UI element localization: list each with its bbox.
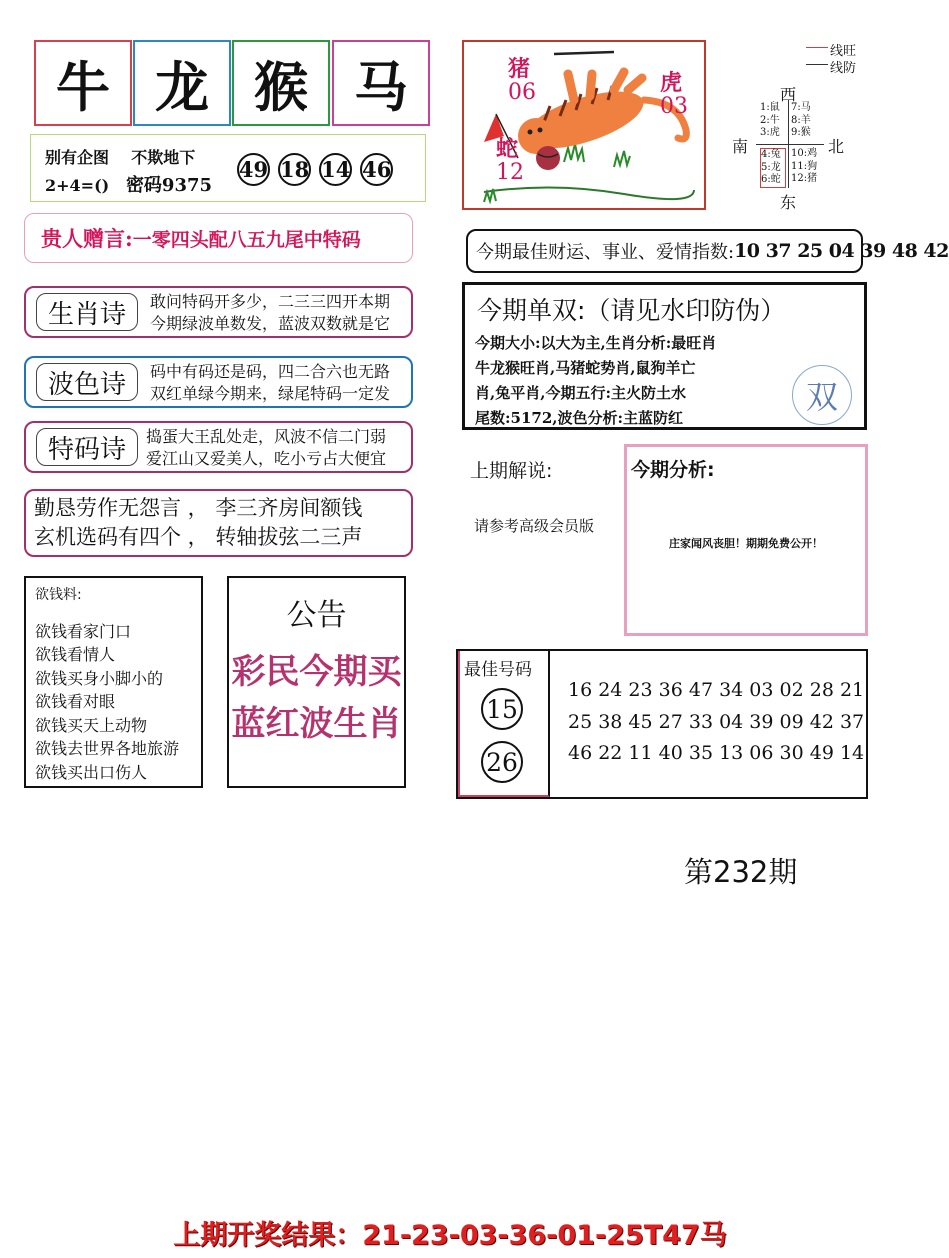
fortune-box [466, 229, 949, 273]
title-char-hou: 猴 [232, 40, 330, 126]
last-period-text: 请参考高级会员版 [474, 517, 595, 535]
poem-line: 双红单绿今期来，绿尾特码一定发 [150, 384, 391, 403]
single-double-line: 尾数:5172,波色分析:主蓝防红 [475, 409, 684, 427]
slogan-line1 [45, 145, 195, 168]
poem-box-tema [24, 421, 413, 473]
best-numbers-row: 25 38 45 27 33 04 39 09 42 37 [568, 710, 865, 733]
compass-group-2 [791, 102, 823, 140]
circled-number: 18 [278, 153, 311, 186]
notice-box [227, 576, 406, 788]
slogan-text-2a: 2+4=() [45, 176, 110, 195]
notice-line2: 蓝红波生肖 [231, 704, 402, 744]
single-double-box [462, 282, 867, 430]
analysis-box [624, 444, 868, 636]
slogan-numbers [237, 153, 396, 186]
best-numbers-row: 16 24 23 36 47 34 03 02 28 21 [568, 679, 865, 701]
tiger-picture-box [462, 40, 706, 210]
verse-box [24, 489, 413, 557]
best-numbers-box [456, 649, 868, 799]
compass-item: 4:兔 [761, 149, 781, 160]
compass-item: 1:鼠 [760, 102, 780, 113]
legend-line-black [806, 64, 828, 65]
compass-item: 10:鸡 [791, 148, 818, 159]
issue-number: 第232期 [684, 855, 798, 889]
notice-title: 公告 [286, 598, 347, 633]
label-zhu-number: 06 [508, 80, 536, 105]
single-double-title: 今期单双:（请见水印防伪） [477, 296, 786, 325]
compass-item: 3:虎 [760, 127, 780, 138]
desire-item: 欲钱看情人 [35, 645, 116, 664]
circled-number: 14 [319, 153, 352, 186]
compass-item: 6:蛇 [761, 174, 781, 185]
circled-number: 49 [237, 153, 270, 186]
compass-item: 11:狗 [791, 160, 818, 172]
noble-text: 一零四头配八五九尾中特码 [132, 228, 361, 251]
label-zhu: 猪 [508, 56, 531, 82]
notice-line1: 彩民今期买 [231, 652, 402, 692]
noble-label: 贵人赠言: [41, 226, 133, 251]
slogan-box [30, 134, 426, 202]
poem-line: 敢问特码开多少，二三三四开本期 [150, 292, 391, 311]
label-she: 蛇 [496, 136, 519, 162]
compass-item: 12:猪 [791, 173, 818, 184]
poem-text [150, 361, 390, 405]
compass-group-1 [760, 102, 786, 140]
compass-item: 5:龙 [761, 161, 781, 173]
slogan-text-2b: 密码9375 [125, 175, 213, 196]
best-number-circle: 26 [481, 741, 523, 783]
slogan-line2 [45, 171, 212, 197]
desire-item: 欲钱看家门口 [35, 621, 132, 641]
label-hu: 虎 [660, 70, 683, 96]
best-numbers-row: 46 22 11 40 35 13 06 30 49 14 [568, 742, 865, 764]
compass-horizontal-line [756, 144, 824, 145]
poem-line: 今期绿波单数发，蓝波双数就是它 [150, 314, 391, 333]
desire-title: 欲钱料: [35, 587, 82, 603]
label-hu-number: 03 [660, 94, 688, 119]
label-she-number: 12 [496, 160, 524, 185]
poem-label: 波色诗 [36, 363, 138, 401]
compass-group-3 [760, 148, 786, 188]
desire-box [24, 576, 203, 788]
verse-line: 勤恳劳作无怨言 ， 李三齐房间额钱 [34, 496, 363, 520]
best-numbers-grid [568, 675, 864, 770]
desire-item: 欲钱买出口伤人 [35, 762, 148, 782]
single-double-line: 今期大小:以大为主,生肖分析:最旺肖 [475, 334, 717, 352]
title-char-niu: 牛 [34, 40, 132, 126]
slogan-text-1b: 不欺地下 [131, 148, 196, 167]
title-char-long: 龙 [133, 40, 231, 126]
best-numbers-label: 最佳号码 [464, 660, 532, 680]
slogan-text-1a: 别有企图 [45, 148, 110, 167]
analysis-title: 今期分析: [631, 459, 715, 481]
best-numbers-label-column [458, 651, 550, 797]
single-double-text [475, 331, 716, 431]
poem-line: 码中有码还是码，四二合六也无路 [150, 362, 391, 381]
compass-group-4 [791, 148, 823, 186]
compass-item: 8:羊 [791, 114, 811, 126]
analysis-text: 庄家闻风丧胆！期期免费公开！ [669, 537, 823, 550]
compass-item: 7:马 [791, 102, 811, 113]
legend-fang: 线防 [830, 61, 857, 76]
single-double-line: 牛龙猴旺肖,马猪蛇势肖,鼠狗羊亡 [475, 359, 696, 377]
desire-item: 欲钱买身小脚小的 [35, 668, 164, 688]
compass-east: 东 [780, 193, 797, 212]
noble-words-box [24, 213, 413, 263]
verse-line: 玄机选码有四个 ， 转轴拔弦二三声 [34, 525, 363, 549]
fortune-numbers: 10 37 25 04 39 48 42 [734, 240, 949, 262]
compass-south: 南 [732, 137, 749, 156]
poem-box-shengxiao [24, 286, 413, 338]
legend-wang: 线旺 [830, 44, 857, 59]
title-char-ma: 马 [332, 40, 430, 126]
desire-item: 欲钱看对眼 [35, 692, 116, 711]
poem-line: 爱江山又爱美人，吃小亏占大便宜 [146, 449, 387, 468]
poem-label: 特码诗 [36, 428, 138, 466]
desire-item: 欲钱买天上动物 [35, 715, 148, 735]
best-number-circle: 15 [481, 688, 523, 730]
circled-number: 46 [360, 153, 393, 186]
compass-north: 北 [828, 137, 845, 156]
poem-label: 生肖诗 [36, 293, 138, 331]
single-double-line: 肖,兔平肖,今期五行:主火防土水 [475, 384, 686, 402]
compass-west: 西 [780, 85, 797, 104]
watermark-stamp: 双 [792, 365, 852, 425]
desire-item: 欲钱去世界各地旅游 [35, 739, 180, 758]
last-period-title: 上期解说: [470, 460, 553, 482]
poem-box-bose [24, 356, 413, 408]
poem-text [150, 291, 390, 335]
fortune-label: 今期最佳财运、事业、爱情指数: [476, 242, 735, 263]
legend-line-red [806, 47, 828, 48]
poem-text [146, 426, 386, 470]
last-draw-result: 上期开奖结果：21-23-03-36-01-25T47马 [173, 1220, 727, 1251]
compass-item: 2:牛 [760, 114, 780, 126]
compass-item: 9:猴 [791, 127, 811, 138]
poem-line: 捣蛋大王乱处走，风波不信二门弱 [146, 427, 387, 446]
compass-diagram [720, 40, 880, 212]
